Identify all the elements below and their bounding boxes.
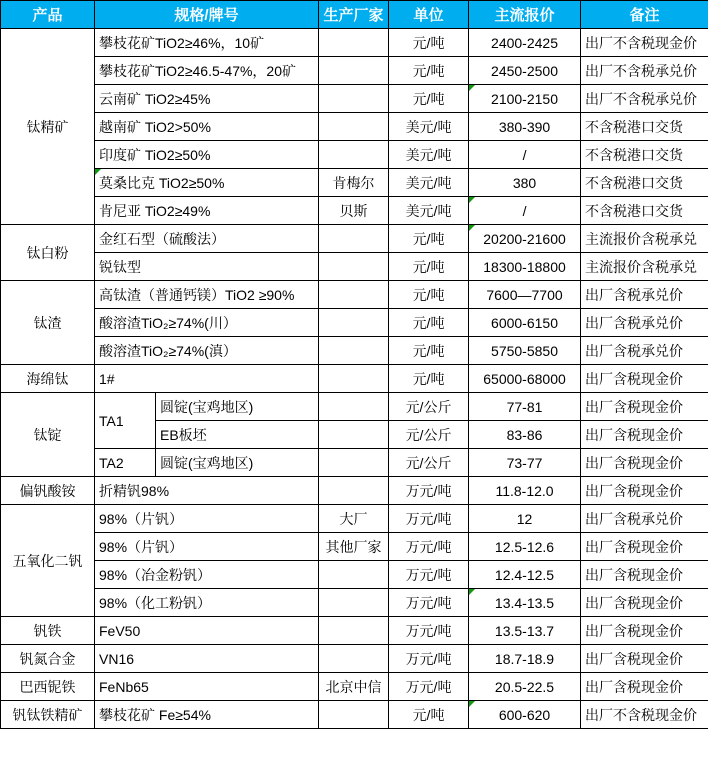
grade-cell: TA2 [95, 449, 156, 477]
price-cell: 5750-5850 [469, 337, 581, 365]
note-cell: 出厂含税承兑价 [581, 309, 708, 337]
product-cell: 巴西铌铁 [1, 673, 95, 701]
table-row [1, 477, 708, 505]
unit-cell: 元/吨 [389, 225, 469, 253]
unit-cell: 万元/吨 [389, 645, 469, 673]
price-cell: 12.5-12.6 [469, 533, 581, 561]
maker-cell: 大厂 [319, 505, 389, 533]
product-cell: 钒铁 [1, 617, 95, 645]
note-cell: 出厂含税现金价 [581, 477, 708, 505]
maker-cell [319, 589, 389, 617]
unit-cell: 元/公斤 [389, 421, 469, 449]
price-cell: 77-81 [469, 393, 581, 421]
maker-cell [319, 225, 389, 253]
unit-cell: 万元/吨 [389, 533, 469, 561]
spec-cell: 锐钛型 [95, 253, 319, 281]
table-row [1, 113, 708, 141]
table-row [1, 701, 708, 729]
price-cell: 6000-6150 [469, 309, 581, 337]
price-cell: 2400-2425 [469, 29, 581, 57]
price-text: 20200-21600 [483, 230, 566, 247]
header-maker: 生产厂家 [319, 1, 389, 29]
header-price: 主流报价 [469, 1, 581, 29]
maker-cell: 肯梅尔 [319, 169, 389, 197]
maker-cell [319, 57, 389, 85]
spec-cell: 98%（片钒） [95, 505, 319, 533]
excel-flag-icon [469, 701, 475, 707]
unit-cell: 元/吨 [389, 57, 469, 85]
note-cell: 主流报价含税承兑 [581, 225, 708, 253]
unit-cell: 美元/吨 [389, 169, 469, 197]
unit-cell: 万元/吨 [389, 477, 469, 505]
spec-cell: 1# [95, 365, 319, 393]
maker-cell [319, 421, 389, 449]
unit-cell: 元/吨 [389, 29, 469, 57]
table-row [1, 589, 708, 617]
price-cell: 83-86 [469, 421, 581, 449]
maker-cell [319, 141, 389, 169]
note-cell: 不含税港口交货 [581, 141, 708, 169]
price-text: 13.4-13.5 [494, 594, 555, 611]
note-cell: 出厂含税承兑价 [581, 281, 708, 309]
spec-cell: 98%（化工粉钒） [95, 589, 319, 617]
table-row [1, 673, 708, 701]
unit-cell: 万元/吨 [389, 617, 469, 645]
spec-cell [95, 169, 319, 197]
spec-cell: 攀枝花矿TiO2≥46.5-47%，20矿 [95, 57, 319, 85]
spec-cell: 酸溶渣TiO₂≥74%(滇） [95, 337, 319, 365]
maker-cell [319, 337, 389, 365]
table-row [1, 645, 708, 673]
note-cell: 出厂含税现金价 [581, 421, 708, 449]
price-cell: 11.8-12.0 [469, 477, 581, 505]
product-cell: 钛锭 [1, 393, 95, 477]
note-cell: 出厂含税承兑价 [581, 337, 708, 365]
header-product: 产品 [1, 1, 95, 29]
price-cell [469, 197, 581, 225]
product-cell: 五氧化二钒 [1, 505, 95, 617]
maker-cell [319, 85, 389, 113]
note-cell: 出厂含税现金价 [581, 365, 708, 393]
note-cell: 出厂含税现金价 [581, 617, 708, 645]
note-cell: 出厂不含税现金价 [581, 29, 708, 57]
maker-cell: 贝斯 [319, 197, 389, 225]
excel-flag-icon [469, 589, 475, 595]
unit-cell: 美元/吨 [389, 113, 469, 141]
price-cell: 20.5-22.5 [469, 673, 581, 701]
unit-cell: 元/公斤 [389, 393, 469, 421]
unit-cell: 万元/吨 [389, 561, 469, 589]
table-row [1, 253, 708, 281]
price-cell: 12 [469, 505, 581, 533]
table-row [1, 617, 708, 645]
note-cell: 不含税港口交货 [581, 197, 708, 225]
excel-flag-icon [469, 225, 475, 231]
price-cell: 7600—7700 [469, 281, 581, 309]
excel-flag-icon [95, 169, 101, 175]
grade-cell: TA1 [95, 393, 156, 449]
unit-cell: 元/吨 [389, 701, 469, 729]
unit-cell: 美元/吨 [389, 141, 469, 169]
note-cell: 不含税港口交货 [581, 169, 708, 197]
product-cell: 钒钛铁精矿 [1, 701, 95, 729]
maker-cell [319, 393, 389, 421]
spec-cell: 98%（片钒） [95, 533, 319, 561]
note-cell: 出厂不含税承兑价 [581, 85, 708, 113]
table-row [1, 365, 708, 393]
price-cell: 73-77 [469, 449, 581, 477]
price-cell: 18300-18800 [469, 253, 581, 281]
maker-cell [319, 477, 389, 505]
form-cell: 圆锭(宝鸡地区) [156, 393, 319, 421]
excel-flag-icon [469, 85, 475, 91]
maker-cell [319, 645, 389, 673]
table-row [1, 197, 708, 225]
unit-cell: 万元/吨 [389, 589, 469, 617]
unit-cell: 元/吨 [389, 365, 469, 393]
note-cell: 出厂不含税现金价 [581, 701, 708, 729]
table-row [1, 337, 708, 365]
note-cell: 出厂含税现金价 [581, 561, 708, 589]
maker-cell [319, 701, 389, 729]
note-cell: 出厂含税现金价 [581, 589, 708, 617]
unit-cell: 元/吨 [389, 309, 469, 337]
note-cell: 出厂含税现金价 [581, 673, 708, 701]
unit-cell: 万元/吨 [389, 673, 469, 701]
maker-cell [319, 309, 389, 337]
maker-cell: 北京中信 [319, 673, 389, 701]
spec-cell: 肯尼亚 TiO2≥49% [95, 197, 319, 225]
note-cell: 出厂不含税承兑价 [581, 57, 708, 85]
maker-cell [319, 617, 389, 645]
price-cell: 12.4-12.5 [469, 561, 581, 589]
price-cell [469, 85, 581, 113]
header-unit: 单位 [389, 1, 469, 29]
price-cell: 380 [469, 169, 581, 197]
form-cell: EB板坯 [156, 421, 319, 449]
header-row [1, 1, 708, 29]
spec-cell: 酸溶渣TiO₂≥74%(川） [95, 309, 319, 337]
price-cell: 13.5-13.7 [469, 617, 581, 645]
table-row [1, 85, 708, 113]
spec-cell: 攀枝花矿TiO2≥46%，10矿 [95, 29, 319, 57]
price-text: 600-620 [498, 706, 551, 723]
spec-cell: FeV50 [95, 617, 319, 645]
table-row [1, 29, 708, 57]
header-spec: 规格/牌号 [95, 1, 319, 29]
product-cell: 钛渣 [1, 281, 95, 365]
table-row [1, 57, 708, 85]
unit-cell: 元/吨 [389, 281, 469, 309]
unit-cell: 元/吨 [389, 337, 469, 365]
maker-cell [319, 29, 389, 57]
spec-cell: 云南矿 TiO2≥45% [95, 85, 319, 113]
note-cell: 主流报价含税承兑 [581, 253, 708, 281]
table-row [1, 505, 708, 533]
note-cell: 出厂含税现金价 [581, 645, 708, 673]
price-cell: 380-390 [469, 113, 581, 141]
spec-cell: 高钛渣（普通钙镁）TiO2 ≥90% [95, 281, 319, 309]
maker-cell [319, 561, 389, 589]
product-cell: 钛白粉 [1, 225, 95, 281]
note-cell: 出厂含税承兑价 [581, 505, 708, 533]
maker-cell: 其他厂家 [319, 533, 389, 561]
spec-cell: 越南矿 TiO2>50% [95, 113, 319, 141]
table-row [1, 141, 708, 169]
unit-cell: 元/吨 [389, 85, 469, 113]
note-cell: 出厂含税现金价 [581, 533, 708, 561]
note-cell: 出厂含税现金价 [581, 393, 708, 421]
product-cell: 偏钒酸铵 [1, 477, 95, 505]
table-row [1, 393, 708, 421]
price-text: / [522, 202, 527, 219]
table-row [1, 281, 708, 309]
spec-cell: 印度矿 TiO2≥50% [95, 141, 319, 169]
spec-cell: 攀枝花矿 Fe≥54% [95, 701, 319, 729]
note-cell: 不含税港口交货 [581, 113, 708, 141]
maker-cell [319, 449, 389, 477]
maker-cell [319, 113, 389, 141]
price-cell: 65000-68000 [469, 365, 581, 393]
note-cell: 出厂含税现金价 [581, 449, 708, 477]
price-cell [469, 225, 581, 253]
table-row [1, 169, 708, 197]
form-cell: 圆锭(宝鸡地区) [156, 449, 319, 477]
price-cell: 2450-2500 [469, 57, 581, 85]
unit-cell: 元/吨 [389, 253, 469, 281]
price-cell: / [469, 141, 581, 169]
price-cell [469, 589, 581, 617]
spec-cell: FeNb65 [95, 673, 319, 701]
maker-cell [319, 365, 389, 393]
unit-cell: 美元/吨 [389, 197, 469, 225]
maker-cell [319, 281, 389, 309]
price-text: 2100-2150 [491, 90, 558, 107]
maker-cell [319, 253, 389, 281]
spec-cell: 金红石型（硫酸法） [95, 225, 319, 253]
header-note: 备注 [581, 1, 708, 29]
table-row [1, 225, 708, 253]
price-cell [469, 701, 581, 729]
table-row [1, 309, 708, 337]
product-cell: 钒氮合金 [1, 645, 95, 673]
table-row [1, 449, 708, 477]
spec-cell: VN16 [95, 645, 319, 673]
spec-cell: 98%（冶金粉钒） [95, 561, 319, 589]
spec-text: 莫桑比克 TiO2≥50% [99, 174, 225, 191]
unit-cell: 万元/吨 [389, 505, 469, 533]
product-cell: 海绵钛 [1, 365, 95, 393]
unit-cell: 元/公斤 [389, 449, 469, 477]
product-cell: 钛精矿 [1, 29, 95, 225]
table-row [1, 561, 708, 589]
spec-cell: 折精钒98% [95, 477, 319, 505]
table-row [1, 533, 708, 561]
price-cell: 18.7-18.9 [469, 645, 581, 673]
excel-flag-icon [469, 197, 475, 203]
